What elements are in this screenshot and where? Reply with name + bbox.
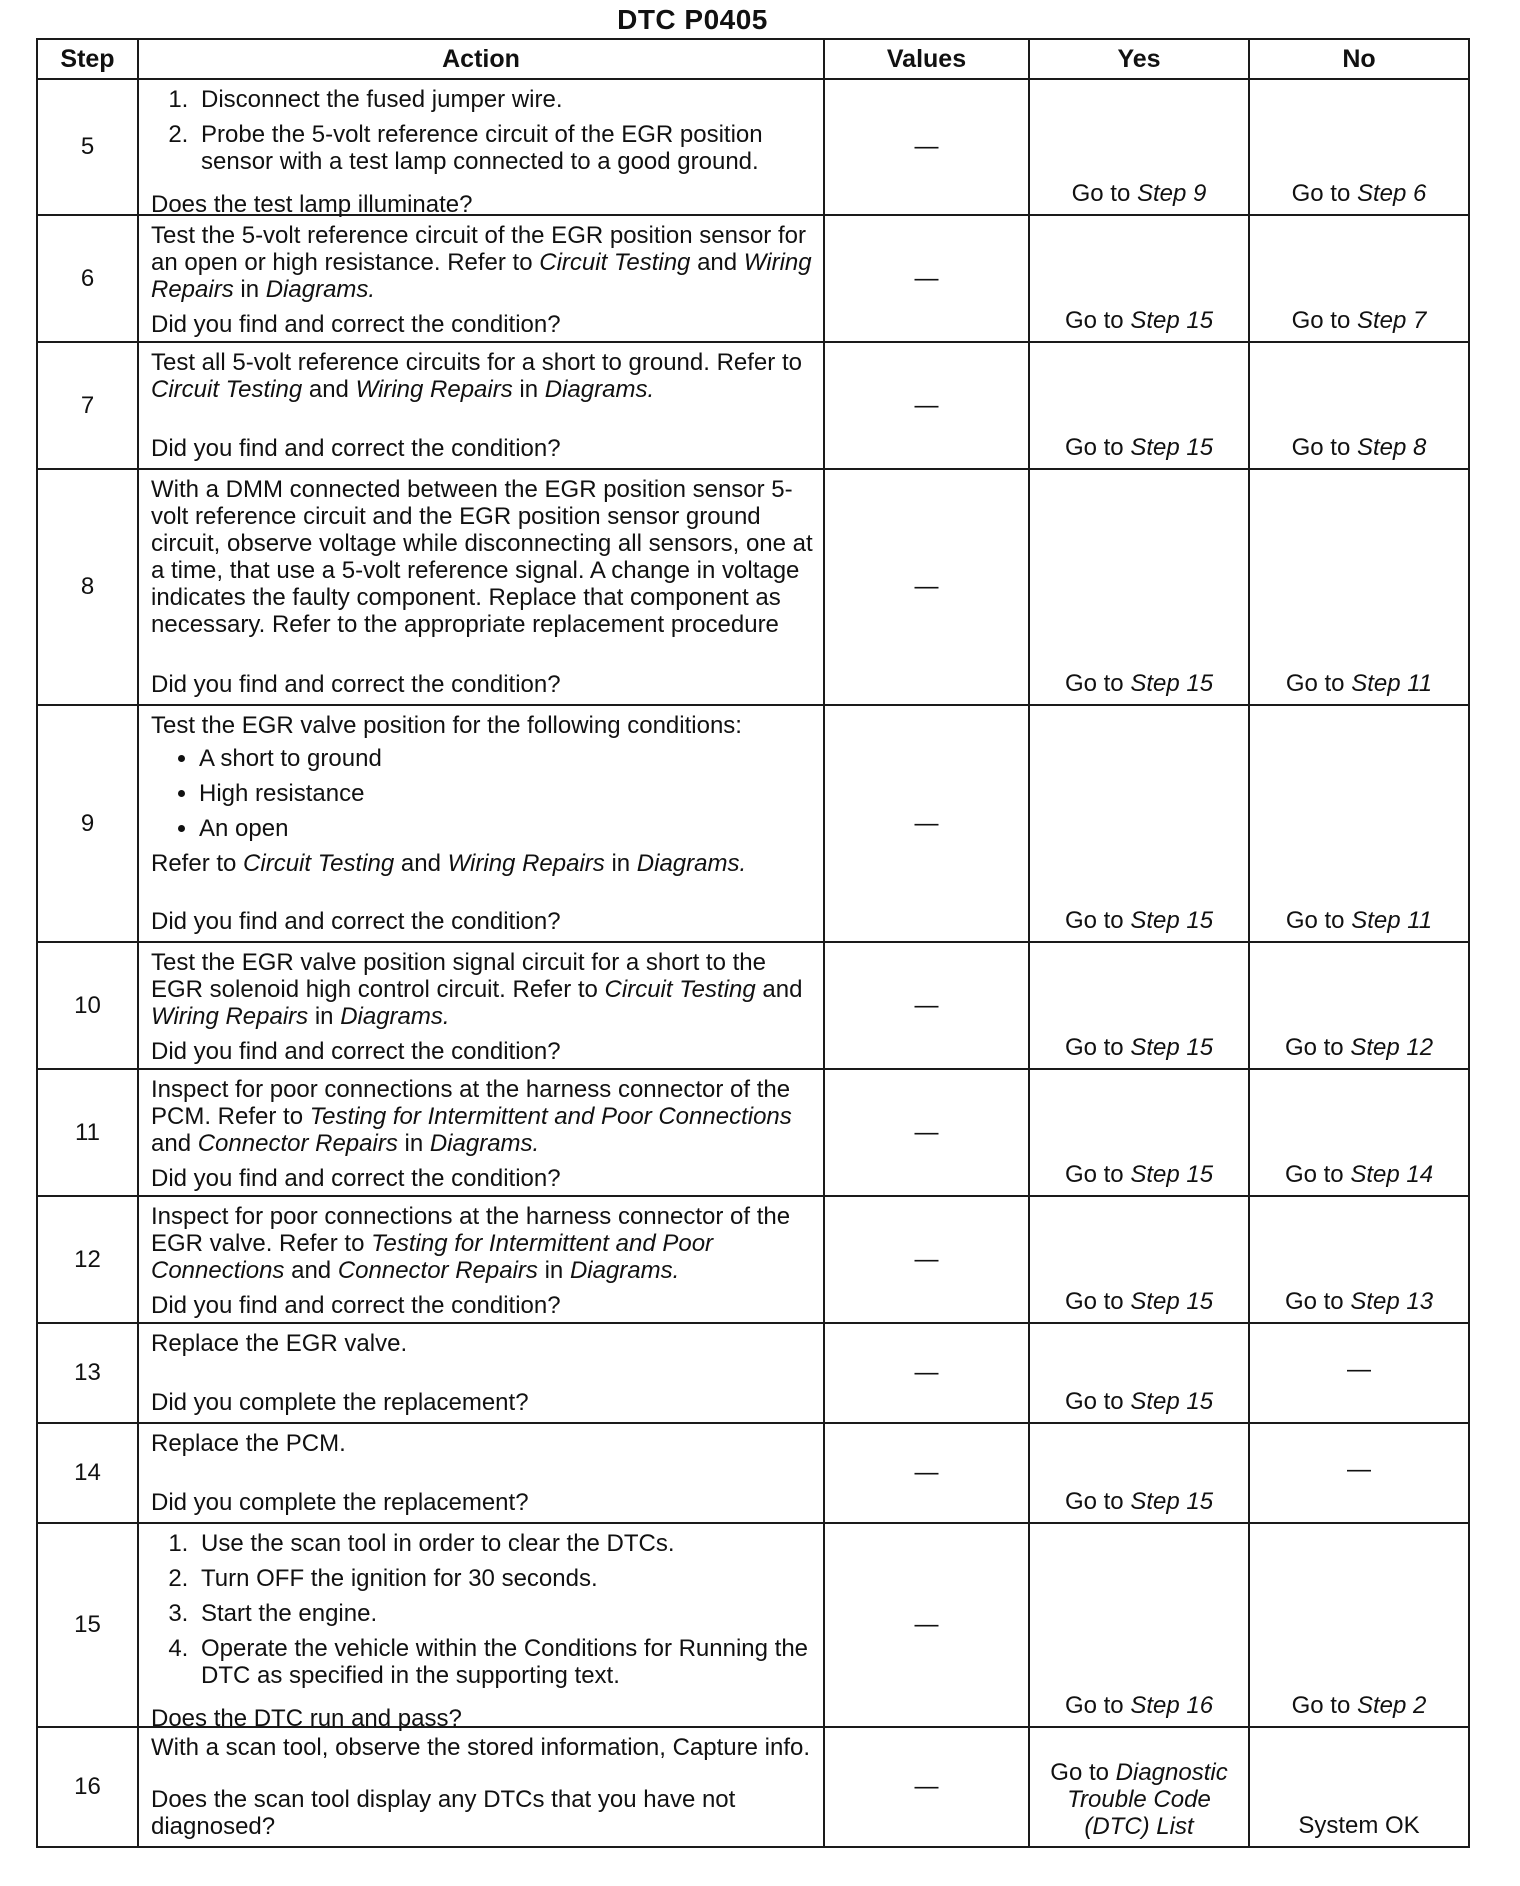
no-cell <box>1249 79 1469 215</box>
numbered-steps <box>151 86 813 175</box>
action-instructions <box>151 712 813 877</box>
action-text: Test the EGR valve position signal circuit for a short to the EGR solenoid high control circuit. Refer to <box>151 949 766 1003</box>
no-cell <box>1249 1196 1469 1323</box>
no-goto <box>1292 1692 1427 1719</box>
yes-cell <box>1029 1423 1249 1523</box>
yes-goto <box>1065 1034 1213 1061</box>
numbered-steps <box>151 1530 813 1689</box>
header-values: Values <box>824 39 1029 79</box>
action-text: in <box>397 1130 430 1157</box>
action-cell <box>138 79 824 218</box>
action-intro: Test the EGR valve position for the following conditions: <box>151 712 742 739</box>
no-goto-prefix: Go to <box>1291 434 1357 461</box>
step-number: 5 <box>37 79 138 215</box>
action-instructions <box>151 1734 813 1761</box>
action-question: Did you find and correct the condition? <box>151 1038 561 1065</box>
yes-goto-prefix: Go to <box>1064 1161 1131 1188</box>
yes-goto-target: Step 15 <box>1130 434 1214 461</box>
values-cell: — <box>824 215 1029 342</box>
no-goto-prefix: Go to <box>1284 1161 1351 1188</box>
yes-goto-prefix: Go to <box>1064 1388 1131 1415</box>
action-instructions <box>151 1076 813 1157</box>
yes-goto-prefix: Go to <box>1064 670 1131 697</box>
reference-link-text: Diagrams. <box>569 1257 680 1284</box>
step-number: 15 <box>37 1523 138 1727</box>
yes-goto-prefix: Go to <box>1064 1488 1131 1515</box>
action-cell <box>138 342 824 469</box>
action-instructions <box>151 949 813 1030</box>
step-number: 7 <box>37 342 138 469</box>
yes-goto-target: Step 15 <box>1130 907 1214 934</box>
no-goto <box>1285 1034 1433 1061</box>
reference-link-text: Diagrams. <box>340 1003 450 1030</box>
yes-goto <box>1065 1288 1213 1315</box>
no-cell <box>1249 1069 1469 1196</box>
action-text: and <box>302 376 356 403</box>
no-goto <box>1292 307 1427 334</box>
action-text: With a DMM connected between the EGR position sensor 5-volt reference circuit and the EGR position sensor ground circuit, observe voltage while disconnecting all sensors, one at a time, that use a 5-volt reference signal. A change in voltage indicates the faulty component. Replace that component as necessary. Refer to the appropriate replacement procedure <box>151 476 813 638</box>
yes-goto <box>1065 1692 1213 1719</box>
values-cell: — <box>824 1069 1029 1196</box>
action-content <box>139 343 823 468</box>
no-goto-prefix: Go to <box>1291 1692 1357 1719</box>
values-cell: — <box>824 942 1029 1069</box>
action-question: Did you find and correct the condition? <box>151 908 561 935</box>
yes-cell <box>1029 1323 1249 1423</box>
yes-cell <box>1029 705 1249 942</box>
no-goto-target: Step 13 <box>1350 1288 1434 1315</box>
table-row <box>37 1069 1469 1196</box>
action-text: in <box>604 850 637 877</box>
action-text: and <box>690 249 744 276</box>
table-row <box>37 1196 1469 1323</box>
step-number: 11 <box>37 1069 138 1196</box>
no-cell <box>1249 1727 1469 1847</box>
action-text: Test the 5-volt reference circuit of the EGR position sensor for an open or high resistance. Refer to <box>151 222 806 276</box>
action-question: Did you find and correct the condition? <box>151 1292 561 1319</box>
header-yes: Yes <box>1029 39 1249 79</box>
yes-goto <box>1065 434 1213 461</box>
action-instructions <box>151 222 813 303</box>
action-paragraph <box>151 476 813 638</box>
reference-link-text: Diagrams. <box>544 376 655 403</box>
action-text: Refer to <box>151 850 244 877</box>
table-row <box>37 1323 1469 1423</box>
yes-goto-prefix: Go to <box>1064 1034 1131 1061</box>
action-text: Test all 5-volt reference circuits for a short to ground. Refer to <box>151 349 802 376</box>
header-action: Action <box>138 39 824 79</box>
action-cell <box>138 1323 824 1423</box>
step-number: 14 <box>37 1423 138 1523</box>
action-content <box>139 1324 823 1422</box>
table-row <box>37 942 1469 1069</box>
action-content <box>139 1728 823 1846</box>
numbered-step: 2. Turn OFF the ignition for 30 seconds. <box>195 1565 813 1592</box>
dtc-diagnostic-table <box>36 38 1470 1848</box>
no-goto-target: Step 7 <box>1356 307 1427 334</box>
reference-link-text: Diagrams. <box>429 1130 540 1157</box>
action-content <box>139 1070 823 1195</box>
values-cell: — <box>824 705 1029 942</box>
action-text: Inspect for poor connections at the harness connector of the PCM. Refer to <box>151 1076 791 1130</box>
table-row <box>37 705 1469 942</box>
action-content <box>139 943 823 1068</box>
action-question: Did you complete the replacement? <box>151 1389 529 1416</box>
action-text: and <box>394 850 448 877</box>
no-goto <box>1292 434 1427 461</box>
action-paragraph <box>151 1430 813 1457</box>
yes-goto <box>1072 180 1207 207</box>
no-dash: — <box>1347 1456 1371 1483</box>
action-text: With a scan tool, observe the stored information, Capture info. <box>151 1734 811 1761</box>
condition-item: • High resistance <box>199 780 813 807</box>
yes-goto-target: Step 15 <box>1130 1488 1214 1515</box>
no-goto <box>1298 1812 1419 1839</box>
no-goto <box>1285 1161 1433 1188</box>
yes-cell <box>1029 1727 1249 1847</box>
action-text: in <box>308 1003 341 1030</box>
yes-goto <box>1065 1388 1213 1415</box>
action-instructions <box>151 86 813 183</box>
action-paragraph <box>151 1076 813 1157</box>
yes-goto-target: Step 9 <box>1136 180 1207 207</box>
action-text: in <box>233 276 266 303</box>
action-question: Did you find and correct the condition? <box>151 1165 561 1192</box>
action-content <box>139 1424 823 1522</box>
values-cell: — <box>824 1196 1029 1323</box>
action-instructions <box>151 1203 813 1284</box>
no-goto-target: Step 12 <box>1350 1034 1434 1061</box>
yes-goto <box>1065 907 1213 934</box>
no-goto-prefix: Go to <box>1284 1034 1351 1061</box>
header-step: Step <box>37 39 138 79</box>
values-cell: — <box>824 1727 1029 1847</box>
action-text: and <box>755 976 803 1003</box>
action-question: Did you find and correct the condition? <box>151 671 561 698</box>
action-content <box>139 1524 823 1732</box>
action-cell <box>138 942 824 1069</box>
reference-link-text: Connector Repairs <box>197 1130 398 1157</box>
no-cell <box>1249 215 1469 342</box>
action-question: Does the test lamp illuminate? <box>151 191 473 218</box>
yes-goto-target: Step 15 <box>1130 670 1214 697</box>
yes-goto <box>1065 1488 1213 1515</box>
action-content <box>139 216 823 341</box>
action-instructions <box>151 1530 813 1697</box>
no-goto-prefix: Go to <box>1291 307 1357 334</box>
reference-link-text: Diagrams. <box>265 276 376 303</box>
numbered-step: 3. Start the engine. <box>195 1600 813 1627</box>
yes-goto <box>1065 670 1213 697</box>
reference-link-text: Wiring Repairs <box>355 376 513 403</box>
yes-goto-prefix: Go to <box>1064 434 1131 461</box>
table-row <box>37 342 1469 469</box>
step-number: 9 <box>37 705 138 942</box>
no-goto-prefix: Go to <box>1285 907 1352 934</box>
action-question: Does the DTC run and pass? <box>151 1705 462 1732</box>
action-cell <box>138 1196 824 1323</box>
action-instructions <box>151 349 813 403</box>
action-question: Did you find and correct the condition? <box>151 435 561 462</box>
action-paragraph <box>151 1203 813 1284</box>
action-text: in <box>537 1257 570 1284</box>
no-dash: — <box>1347 1356 1371 1383</box>
step-number: 10 <box>37 942 138 1069</box>
reference-link-text: Circuit Testing <box>539 249 691 276</box>
table-row <box>37 1727 1469 1847</box>
action-cell <box>138 469 824 705</box>
no-cell <box>1249 1323 1469 1423</box>
step-number: 8 <box>37 469 138 705</box>
reference-link-text: Circuit Testing <box>243 850 395 877</box>
no-goto-target: Step 8 <box>1356 434 1427 461</box>
condition-list <box>151 745 813 842</box>
action-paragraph <box>151 1330 813 1357</box>
reference-link-text: Wiring Repairs <box>447 850 605 877</box>
no-goto-prefix: System OK <box>1298 1812 1420 1839</box>
step-number: 13 <box>37 1323 138 1423</box>
yes-goto-prefix: Go to <box>1064 1692 1131 1719</box>
header-no: No <box>1249 39 1469 79</box>
no-goto <box>1292 180 1427 207</box>
values-cell: — <box>824 1323 1029 1423</box>
action-cell <box>138 215 824 342</box>
reference-link-text: Wiring Repairs <box>151 1003 309 1030</box>
action-content <box>139 1197 823 1322</box>
yes-goto <box>1065 307 1213 334</box>
values-cell: — <box>824 342 1029 469</box>
yes-goto-target: Step 15 <box>1130 1388 1214 1415</box>
no-cell <box>1249 1423 1469 1523</box>
numbered-step: 2. Probe the 5-volt reference circuit of the EGR position sensor with a test lamp connected to a good ground. <box>195 121 813 175</box>
action-cell <box>138 1069 824 1196</box>
no-cell <box>1249 705 1469 942</box>
reference-link-text: Diagrams. <box>636 850 747 877</box>
no-goto-target: Step 11 <box>1351 670 1433 697</box>
no-goto-prefix: Go to <box>1284 1288 1351 1315</box>
action-question: Did you find and correct the condition? <box>151 311 561 338</box>
table-header-row <box>37 39 1469 79</box>
action-instructions <box>151 1330 813 1357</box>
yes-cell <box>1029 1069 1249 1196</box>
action-paragraph <box>151 349 813 403</box>
yes-goto-prefix: Go to <box>1064 907 1131 934</box>
values-cell: — <box>824 1523 1029 1727</box>
action-question: Did you complete the replacement? <box>151 1489 529 1516</box>
step-number: 12 <box>37 1196 138 1323</box>
reference-link-text: Circuit Testing <box>151 376 303 403</box>
yes-goto-prefix: Go to <box>1071 180 1137 207</box>
table-row <box>37 1423 1469 1523</box>
values-cell: — <box>824 79 1029 215</box>
yes-cell <box>1029 1196 1249 1323</box>
no-cell <box>1249 342 1469 469</box>
action-text: and <box>284 1257 338 1284</box>
no-goto-prefix: Go to <box>1291 180 1357 207</box>
numbered-step: 1. Disconnect the fused jumper wire. <box>195 86 813 113</box>
reference-link-text: Testing for Intermittent and Poor Connections <box>151 1230 714 1284</box>
no-goto-target: Step 14 <box>1350 1161 1434 1188</box>
step-number: 16 <box>37 1727 138 1847</box>
no-goto-target: Step 6 <box>1356 180 1427 207</box>
yes-goto-target: Step 15 <box>1130 307 1214 334</box>
action-cell <box>138 1727 824 1847</box>
action-text: Inspect for poor connections at the harness connector of the EGR valve. Refer to <box>151 1203 791 1257</box>
yes-goto-target: Step 15 <box>1130 1161 1214 1188</box>
table-row <box>37 469 1469 705</box>
action-paragraph <box>151 222 813 303</box>
no-goto-prefix: Go to <box>1285 670 1352 697</box>
action-content <box>139 80 823 218</box>
reference-link-text: Wiring Repairs <box>151 249 812 303</box>
yes-cell <box>1029 79 1249 215</box>
action-paragraph <box>151 1734 813 1761</box>
values-cell: — <box>824 1423 1029 1523</box>
action-cell <box>138 705 824 942</box>
action-content <box>139 470 823 704</box>
table-row <box>37 215 1469 342</box>
yes-cell <box>1029 942 1249 1069</box>
yes-goto <box>1065 1161 1213 1188</box>
yes-goto-prefix: Go to <box>1064 307 1131 334</box>
yes-goto-prefix: Go to <box>1064 1288 1131 1315</box>
yes-cell <box>1029 215 1249 342</box>
action-paragraph <box>151 850 813 877</box>
action-text: Replace the PCM. <box>151 1430 346 1457</box>
no-goto <box>1285 1288 1433 1315</box>
yes-goto-target: Diagnostic Trouble Code (DTC) List <box>1067 1759 1228 1840</box>
condition-item: • A short to ground <box>199 745 813 772</box>
action-cell <box>138 1423 824 1523</box>
reference-link-text: Circuit Testing <box>604 976 756 1003</box>
step-number: 6 <box>37 215 138 342</box>
table-row <box>37 79 1469 215</box>
action-text: in <box>512 376 545 403</box>
yes-goto-target: Step 16 <box>1130 1692 1214 1719</box>
no-goto <box>1286 907 1432 934</box>
numbered-step: 4. Operate the vehicle within the Conditions for Running the DTC as specified in the supporting text. <box>195 1635 813 1689</box>
action-text: Replace the EGR valve. <box>151 1330 408 1357</box>
yes-goto-target: Step 15 <box>1130 1288 1214 1315</box>
no-goto-target: Step 2 <box>1356 1692 1427 1719</box>
yes-cell <box>1029 469 1249 705</box>
yes-goto-target: Step 15 <box>1130 1034 1214 1061</box>
numbered-step: 1. Use the scan tool in order to clear the DTCs. <box>195 1530 813 1557</box>
action-question: Does the scan tool display any DTCs that you have not diagnosed? <box>151 1786 736 1840</box>
no-cell <box>1249 1523 1469 1727</box>
condition-item: • An open <box>199 815 813 842</box>
no-cell <box>1249 942 1469 1069</box>
reference-link-text: Testing for Intermittent and Poor Connections <box>309 1103 792 1130</box>
yes-cell <box>1029 342 1249 469</box>
reference-link-text: Connector Repairs <box>337 1257 538 1284</box>
action-instructions <box>151 1430 813 1457</box>
no-goto-target: Step 11 <box>1351 907 1433 934</box>
action-text: and <box>151 1130 198 1157</box>
document-title: DTC P0405 <box>617 4 768 35</box>
action-content <box>139 706 823 941</box>
yes-goto <box>1030 1759 1248 1840</box>
action-cell <box>138 1523 824 1732</box>
no-goto <box>1286 670 1432 697</box>
yes-goto-prefix: Go to <box>1050 1759 1116 1786</box>
no-cell <box>1249 469 1469 705</box>
action-instructions <box>151 476 813 638</box>
action-paragraph <box>151 949 813 1030</box>
yes-cell <box>1029 1523 1249 1727</box>
values-cell: — <box>824 469 1029 705</box>
table-row <box>37 1523 1469 1727</box>
